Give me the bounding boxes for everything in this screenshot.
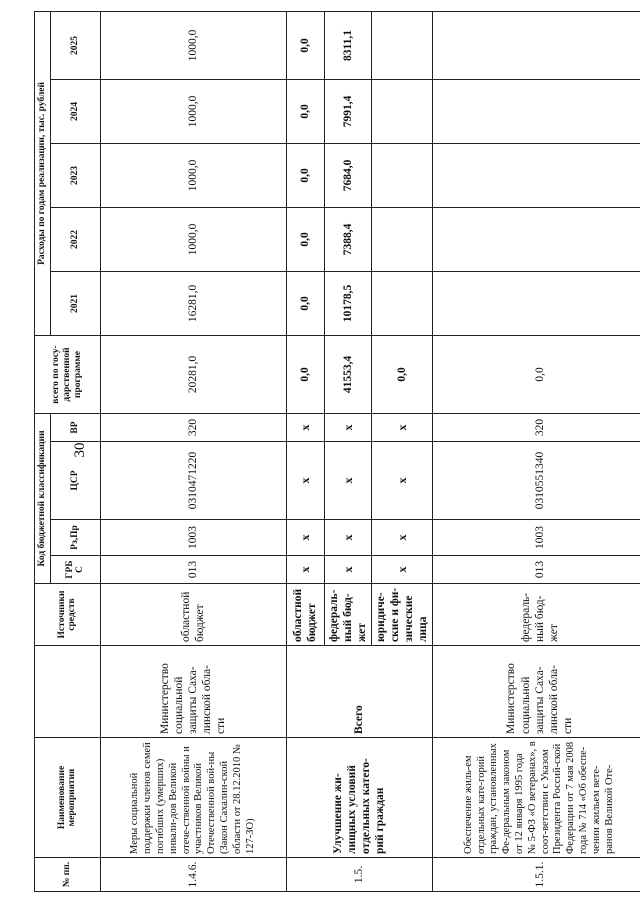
row-year-value — [433, 271, 640, 335]
row-year-value — [433, 143, 640, 207]
row-vr: x — [286, 413, 324, 441]
budget-table — [34, 11, 640, 892]
row-csr: 0310471220 — [100, 442, 286, 520]
row-csr: x — [286, 442, 324, 520]
row-executor: Министерство социальной защиты Саха-линской обла-сти — [433, 646, 640, 738]
row-vr: x — [324, 413, 371, 441]
rotated-page — [34, 12, 636, 892]
row-grbs: 013 — [433, 556, 640, 584]
row-year-value: 1000,0 — [100, 79, 286, 143]
header-grbs: ГРБ С — [50, 556, 100, 584]
row-name: Меры социальной поддержки членов семей погибших (умерших) инвали-дов Великой отече-ственной войны и участников Великой Отечественной вой-ны (Закон Сахалин-ской области от 28.12.2010 № 127-ЗО) — [100, 738, 286, 858]
row-year-value: 1000,0 — [100, 207, 286, 271]
row-csr: x — [324, 442, 371, 520]
header-executor — [35, 646, 101, 738]
header-year: 2025 — [50, 11, 100, 79]
row-total: 20281,0 — [100, 335, 286, 413]
row-executor: Всего — [286, 646, 432, 738]
header-years-group: Расходы по годам реализации, тыс. рублей — [35, 11, 51, 335]
header-year: 2023 — [50, 143, 100, 207]
row-year-value — [371, 11, 432, 79]
row-total: 0,0 — [433, 335, 640, 413]
row-grbs: x — [324, 556, 371, 584]
page-number: 30 — [72, 442, 88, 458]
row-year-value — [433, 11, 640, 79]
row-year-value: 0,0 — [286, 79, 324, 143]
row-rzpr: x — [286, 520, 324, 556]
row-year-value — [433, 79, 640, 143]
row-year-value: 0,0 — [286, 143, 324, 207]
table-row — [286, 11, 324, 891]
header-year: 2024 — [50, 79, 100, 143]
row-year-value: 16281,0 — [100, 271, 286, 335]
row-source: федераль-ный бюд-жет — [433, 584, 640, 646]
row-vr: 320 — [100, 413, 286, 441]
header-code-group: Код бюджетной классификации — [35, 413, 51, 583]
row-total: 0,0 — [371, 335, 432, 413]
row-year-value — [371, 271, 432, 335]
row-year-value: 0,0 — [286, 207, 324, 271]
row-name: Обеспечение жиль-ем отдельных кате-горий граждан, установленных Фе-деральным законом от 12 января 1995 года № 5-ФЗ «О ветеранах», в соот-ветствии с Указом Президента Россий-ской Федерации от 7 мая 2008 года № 714 «Об обеспе-чении жильем вете-ранов Великой Оте- — [433, 738, 640, 858]
row-rzpr: 1003 — [433, 520, 640, 556]
row-csr: 0310551340 — [433, 442, 640, 520]
row-executor: Министерство социальной защиты Саха-линской обла-сти — [100, 646, 286, 738]
row-rzpr: 1003 — [100, 520, 286, 556]
row-year-value: 7684,0 — [324, 143, 371, 207]
row-num: 1.5.1. — [433, 858, 640, 892]
row-year-value: 0,0 — [286, 11, 324, 79]
row-vr: x — [371, 413, 432, 441]
row-grbs: x — [371, 556, 432, 584]
row-year-value: 8311,1 — [324, 11, 371, 79]
row-year-value: 0,0 — [286, 271, 324, 335]
row-name: Улучшение жи-лищных условий отдельных катего-рий граждан — [286, 738, 432, 858]
row-year-value — [371, 143, 432, 207]
row-vr: 320 — [433, 413, 640, 441]
row-total: 0,0 — [286, 335, 324, 413]
header-total: всего по госу-дарственной программе — [35, 335, 101, 413]
row-source: областной бюджет — [286, 584, 324, 646]
header-vr: ВР — [50, 413, 100, 441]
row-year-value: 10178,5 — [324, 271, 371, 335]
row-source: юридиче-ские и фи-зические лица — [371, 584, 432, 646]
row-csr: x — [371, 442, 432, 520]
header-csr: ЦСР — [50, 442, 100, 520]
row-source: федераль-ный бюд-жет — [324, 584, 371, 646]
table-row — [100, 11, 286, 891]
row-year-value: 1000,0 — [100, 143, 286, 207]
row-total: 41553,4 — [324, 335, 371, 413]
row-year-value: 7388,4 — [324, 207, 371, 271]
header-source: Источники средств — [35, 584, 101, 646]
row-source: областной бюджет — [100, 584, 286, 646]
row-rzpr: x — [324, 520, 371, 556]
row-year-value — [371, 207, 432, 271]
row-num: 1.5. — [286, 858, 432, 892]
row-rzpr: x — [371, 520, 432, 556]
row-num: 1.4.6. — [100, 858, 286, 892]
header-name: Наименование мероприятия — [35, 738, 101, 858]
row-year-value: 7991,4 — [324, 79, 371, 143]
row-grbs: 013 — [100, 556, 286, 584]
row-year-value — [371, 79, 432, 143]
row-year-value: 1000,0 — [100, 11, 286, 79]
header-num: № пп. — [35, 858, 101, 892]
table-row — [433, 11, 640, 891]
row-grbs: x — [286, 556, 324, 584]
header-year: 2022 — [50, 207, 100, 271]
header-year: 2021 — [50, 271, 100, 335]
header-rzpr: Рз,Пр — [50, 520, 100, 556]
row-year-value — [433, 207, 640, 271]
